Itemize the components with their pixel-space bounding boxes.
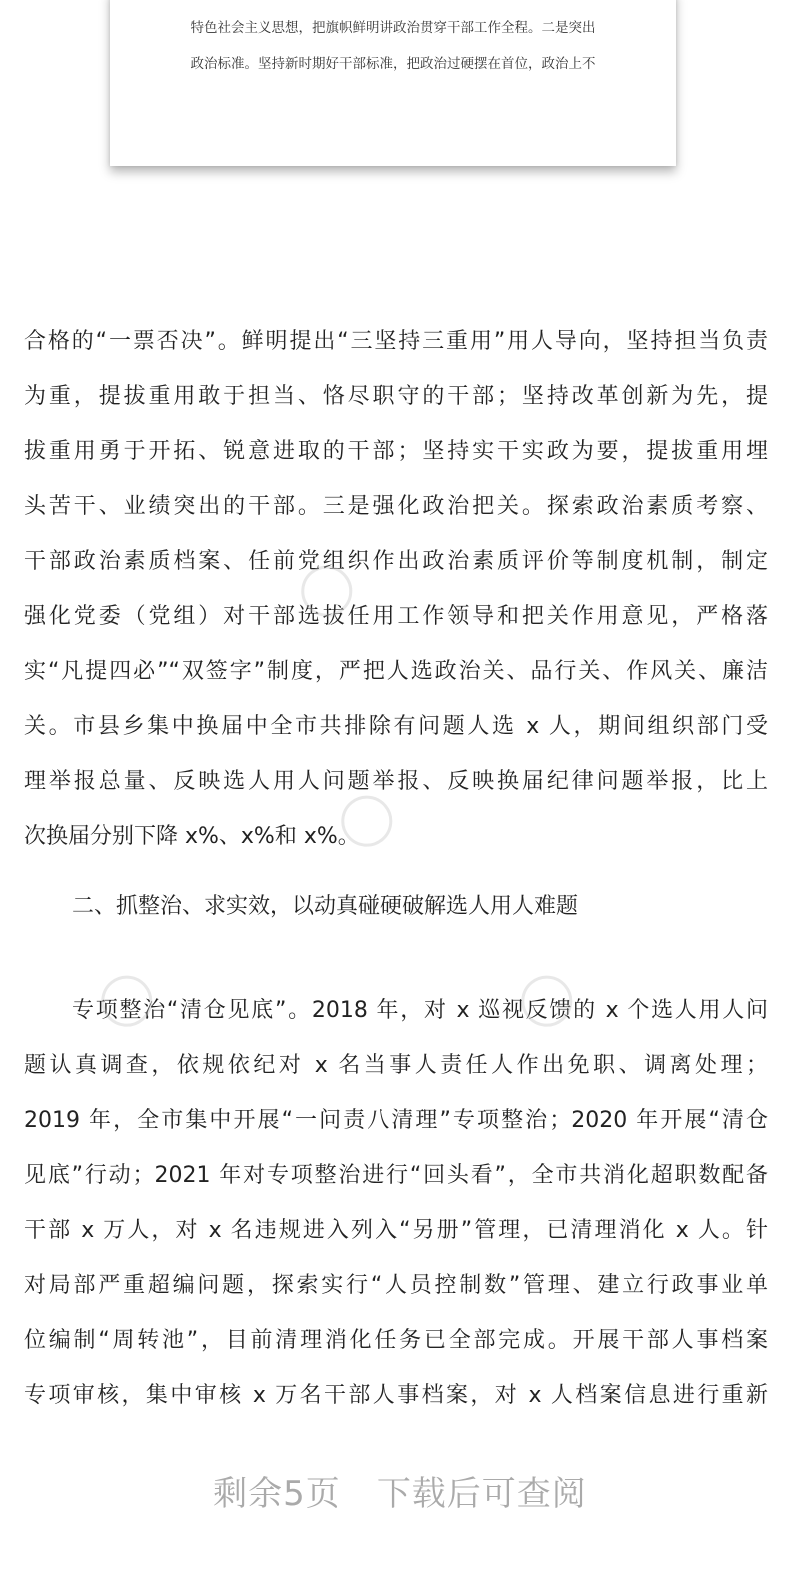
text-line: 实“凡提四必”“双签字”制度，严把人选政治关、品行关、作风关、廉洁 [24, 659, 768, 684]
remaining-pages-text: 剩余5页 [213, 1474, 341, 1514]
text-line: 为重，提拔重用敢于担当、恪尽职守的干部；坚持改革创新为先，提 [24, 384, 768, 409]
download-to-view-text: 下载后可查阅 [376, 1474, 587, 1514]
text-line: 关。市县乡集中换届中全市共排除有问题人选 x 人，期间组织部门受 [24, 714, 768, 739]
text-line: 对局部严重超编问题，探索实行“人员控制数”管理、建立行政事业单 [24, 1273, 768, 1298]
text-line: 次换届分别下降 x%、x%和 x%。 [24, 824, 360, 849]
text-line: 专项审核，集中审核 x 万名干部人事档案，对 x 人档案信息进行重新 [24, 1383, 768, 1408]
remaining-pages-banner[interactable] [0, 1466, 800, 1515]
text-line: 干部政治素质档案、任前党组织作出政治素质评价等制度机制，制定 [24, 549, 768, 574]
text-line: 见底”行动；2021 年对专项整治进行“回头看”，全市共消化超职数配备 [24, 1163, 768, 1188]
text-line: 干部 x 万人，对 x 名违规进入列入“另册”管理，已清理消化 x 人。针 [24, 1218, 768, 1243]
page-preview-card [110, 0, 676, 166]
text-line: 理举报总量、反映选人用人问题举报、反映换届纪律问题举报，比上 [24, 769, 768, 794]
text-line: 强化党委（党组）对干部选拔任用工作领导和把关作用意见，严格落 [24, 604, 768, 629]
section-heading: 二、抓整治、求实效，以动真碰硬破解选人用人难题 [72, 894, 579, 919]
text-line: 合格的“一票否决”。鲜明提出“三坚持三重用”用人导向，坚持担当负责 [24, 329, 768, 354]
text-line: 拔重用勇于开拓、锐意进取的干部；坚持实干实政为要，提拔重用埋 [24, 439, 768, 464]
card-text-line: 特色社会主义思想，把旗帜鲜明讲政治贯穿干部工作全程。二是突出 [190, 20, 596, 36]
card-text-line: 政治标准。坚持新时期好干部标准，把政治过硬摆在首位，政治上不 [190, 56, 596, 72]
text-line: 专项整治“清仓见底”。2018 年，对 x 巡视反馈的 x 个选人用人问 [72, 998, 768, 1023]
text-line: 位编制“周转池”，目前清理消化任务已全部完成。开展干部人事档案 [24, 1328, 768, 1353]
text-line: 题认真调查，依规依纪对 x 名当事人责任人作出免职、调离处理； [24, 1053, 768, 1078]
text-line: 头苦干、业绩突出的干部。三是强化政治把关。探索政治素质考察、 [24, 494, 768, 519]
text-line: 2019 年，全市集中开展“一问责八清理”专项整治；2020 年开展“清仓 [24, 1108, 768, 1133]
